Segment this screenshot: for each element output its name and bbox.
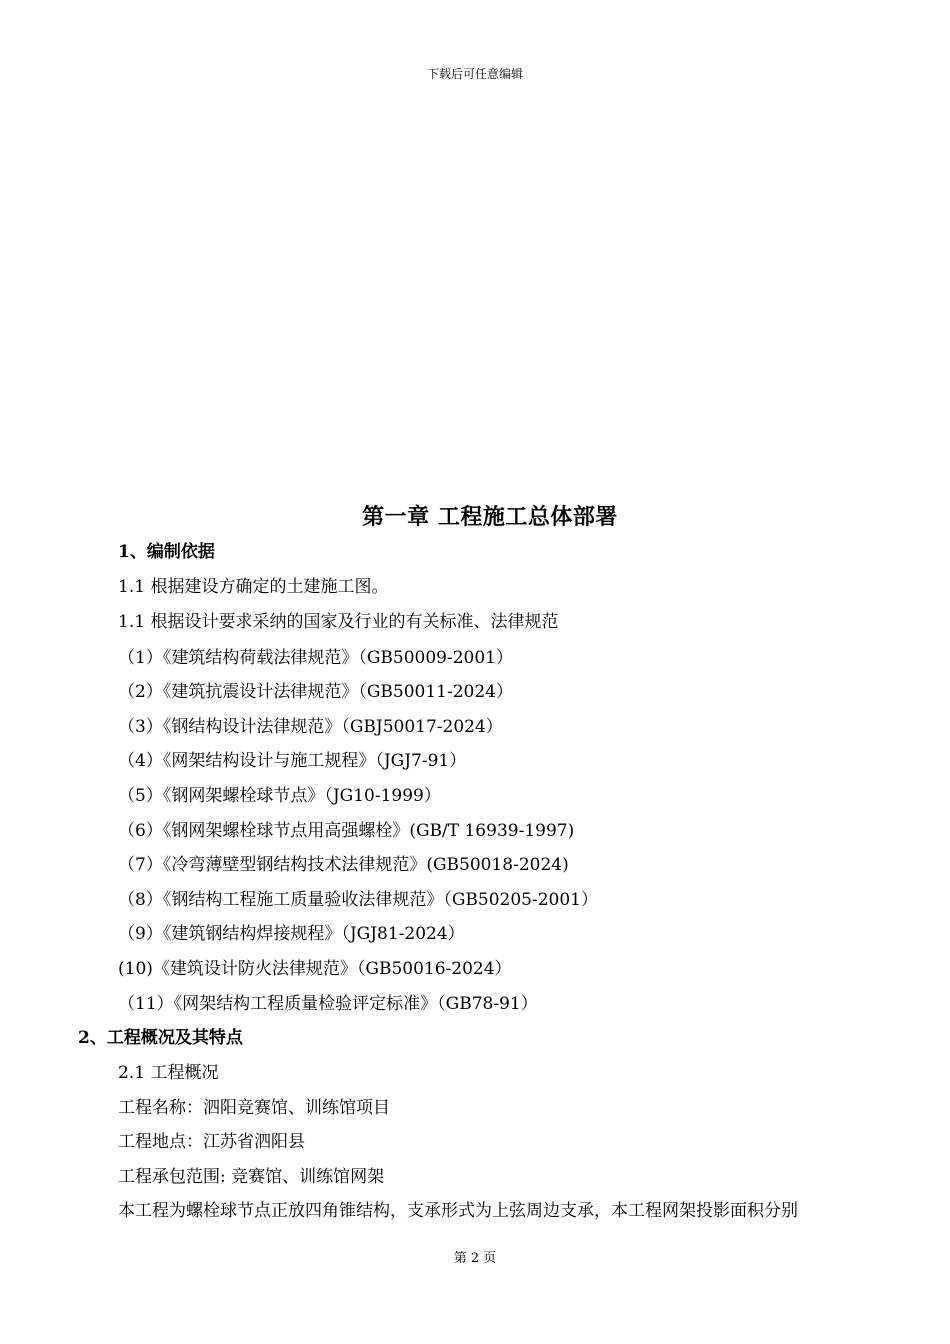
structure-description: 本工程为螺栓球节点正放四角锥结构，支承形式为上弦周边支承，本工程网架投影面积分别 <box>118 1201 798 1221</box>
standard-item: （9）《建筑钢结构焊接规程》（JGJ81-2024） <box>118 924 465 944</box>
section1-heading: 1、编制依据 <box>118 542 215 562</box>
contract-scope: 工程承包范围: 竞赛馆、训练馆网架 <box>118 1167 385 1187</box>
standard-item: （3）《钢结构设计法律规范》（GBJ50017-2024） <box>118 717 503 737</box>
project-name: 工程名称：泗阳竞赛馆、训练馆项目 <box>118 1098 390 1118</box>
standard-item: （11）《网架结构工程质量检验评定标准》（GB78-91） <box>118 994 538 1014</box>
standard-item: (10)《建筑设计防火法律规范》（GB50016-2024） <box>118 959 512 979</box>
standard-item: （5）《钢网架螺栓球节点》（JG10-1999） <box>118 786 441 806</box>
basis-item-1: 1.1 根据建设方确定的土建施工图。 <box>118 577 389 597</box>
chapter-title: 第一章 工程施工总体部署 <box>362 504 618 530</box>
project-location: 工程地点：江苏省泗阳县 <box>118 1132 305 1152</box>
header-note: 下载后可任意编辑 <box>426 67 523 81</box>
standard-item: （7）《冷弯薄壁型钢结构技术法律规范》(GB50018-2024) <box>118 855 569 875</box>
standard-item: （1）《建筑结构荷载法律规范》（GB50009-2001） <box>118 648 513 668</box>
standard-item: （6）《钢网架螺栓球节点用高强螺栓》(GB/T 16939-1997) <box>118 821 575 841</box>
page-number: 第 2 页 <box>453 1251 497 1266</box>
section2-heading: 2、工程概况及其特点 <box>78 1028 243 1048</box>
standard-item: （4）《网架结构设计与施工规程》（JGJ7-91） <box>118 751 467 771</box>
standard-item: （8）《钢结构工程施工质量验收法律规范》（GB50205-2001） <box>118 890 598 910</box>
overview-subheading: 2.1 工程概况 <box>118 1063 219 1083</box>
basis-item-2: 1.1 根据设计要求采纳的国家及行业的有关标准、法律规范 <box>118 612 559 632</box>
standard-item: （2）《建筑抗震设计法律规范》（GB50011-2024） <box>118 682 513 702</box>
